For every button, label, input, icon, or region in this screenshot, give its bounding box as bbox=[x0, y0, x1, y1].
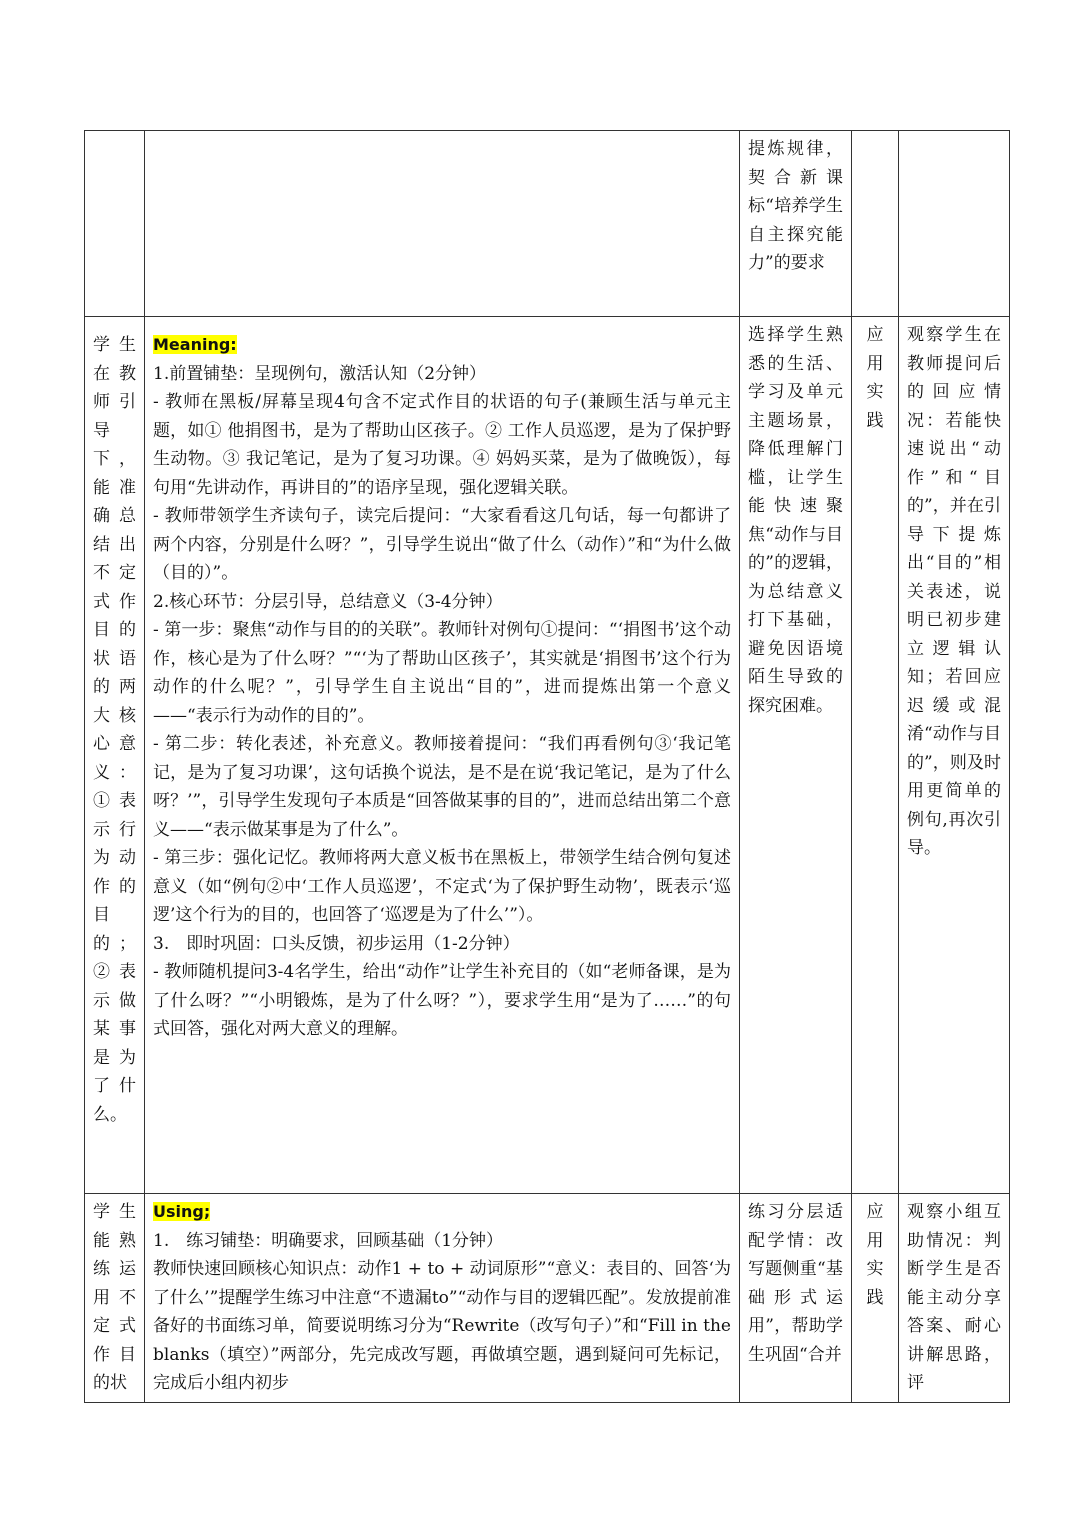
process-line: - 第一步：聚焦“动作与目的的关联”。教师针对例句①提问：“‘捐图书’这个动作，核心是为了什么呀？”“‘为了帮助山区孩子’，其实就是‘捐图书’这个行为动作的什么呢？”，引导学生自主说出“目的”，进而提炼出第一个意义——“表示行为动作的目的”。 bbox=[153, 620, 731, 726]
table-row bbox=[85, 317, 1010, 1194]
objective-cell: 学生在教师引导下，能准确总结出不定式作目的状语的两大核心意义：①表示行为动作的目的；②表示做某事是为了什么。 bbox=[85, 317, 145, 1194]
objective-cell bbox=[85, 131, 145, 317]
process-line: - 第三步：强化记忆。教师将两大意义板书在黑板上，带领学生结合例句复述意义（如“例句②中‘工作人员巡逻’，不定式‘为了保护野生动物’，既表示‘巡逻’这个行为的目的，也回答了‘巡逻是为了什么’”）。 bbox=[153, 848, 731, 925]
objective-cell: 学生能熟练运用不定式作目的状 bbox=[85, 1194, 145, 1403]
activity-type-cell: 应用实践 bbox=[852, 317, 899, 1194]
lesson-plan-table bbox=[84, 130, 1010, 1403]
evaluation-cell: 观察小组互助情况：判断学生是否能主动分享答案、耐心讲解思路，评 bbox=[899, 1194, 1010, 1403]
process-line: 1.前置铺垫：呈现例句，激活认知（2分钟） bbox=[153, 363, 487, 384]
section-heading: Meaning: bbox=[153, 335, 237, 354]
process-cell bbox=[145, 1194, 740, 1403]
process-cell bbox=[145, 131, 740, 317]
activity-type-cell: 应用实践 bbox=[852, 1194, 899, 1403]
process-line: 3. 即时巩固：口头反馈，初步运用（1-2分钟） bbox=[153, 933, 520, 954]
design-intent-cell: 提炼规律，契合新课标“培养学生自主探究能力”的要求 bbox=[740, 131, 852, 317]
process-line: - 教师带领学生齐读句子，读完后提问：“大家看看这几句话，每一句都讲了两个内容，分别是什么呀？”，引导学生说出“做了什么（动作）”和“为什么做（目的）”。 bbox=[153, 506, 731, 583]
process-line: - 第二步：转化表述，补充意义。教师接着提问：“我们再看例句③‘我记笔记，是为了复习功课’，这句话换个说法，是不是在说‘我记笔记，是为了什么呀？’”，引导学生发现句子本质是“回答做某事的目的”，进而总结出第二个意义——“表示做某事是为了什么”。 bbox=[153, 734, 731, 840]
process-line: 1. 练习铺垫：明确要求，回顾基础（1分钟） bbox=[153, 1230, 504, 1251]
design-intent-cell: 练习分层适配学情：改写题侧重“基础形式运用”，帮助学生巩固“合并 bbox=[740, 1194, 852, 1403]
section-heading: Using; bbox=[153, 1202, 211, 1221]
design-intent-cell: 选择学生熟悉的生活、学习及单元主题场景，降低理解门槛，让学生能快速聚焦“动作与目的”的逻辑，为总结意义打下基础，避免因语境陌生导致的探究困难。 bbox=[740, 317, 852, 1194]
process-cell bbox=[145, 317, 740, 1194]
process-line: 教师快速回顾核心知识点：动作1 + to + 动词原形”“意义：表目的、回答‘为了什么’”提醒学生练习中注意“不遗漏to”“动作与目的逻辑匹配”。发放提前准备好的书面练习单，简要说明练习分为“Rewrite（改写句子）”和“Fill in the blanks（填空）”两部分，先完成改写题，再做填空题，遇到疑问可先标记，完成后小组内初步 bbox=[153, 1259, 731, 1393]
evaluation-cell bbox=[899, 131, 1010, 317]
process-line: - 教师随机提问3-4名学生，给出“动作”让学生补充目的（如“老师备课，是为了什么呀？”“小明锻炼，是为了什么呀？”），要求学生用“是为了……”的句式回答，强化对两大意义的理解。 bbox=[153, 962, 731, 1039]
evaluation-cell: 观察学生在教师提问后的回应情况：若能快速说出“动作”和“目的”，并在引导下提炼出“目的”相关表述，说明已初步建立逻辑认知；若回应迟缓或混淆“动作与目的”，则及时用更简单的例句,再次引导。 bbox=[899, 317, 1010, 1194]
activity-type-cell bbox=[852, 131, 899, 317]
table-row bbox=[85, 131, 1010, 317]
process-line: - 教师在黑板/屏幕呈现4句含不定式作目的状语的句子(兼顾生活与单元主题，如① 他捐图书，是为了帮助山区孩子。② 工作人员巡逻，是为了保护野生动物。③ 我记笔记，是为了复习功课。④ 妈妈买菜，是为了做晚饭），每句用“先讲动作，再讲目的”的语序呈现，强化逻辑关联。 bbox=[153, 392, 731, 498]
process-line: 2.核心环节：分层引导，总结意义（3-4分钟） bbox=[153, 591, 503, 612]
table-row bbox=[85, 1194, 1010, 1403]
